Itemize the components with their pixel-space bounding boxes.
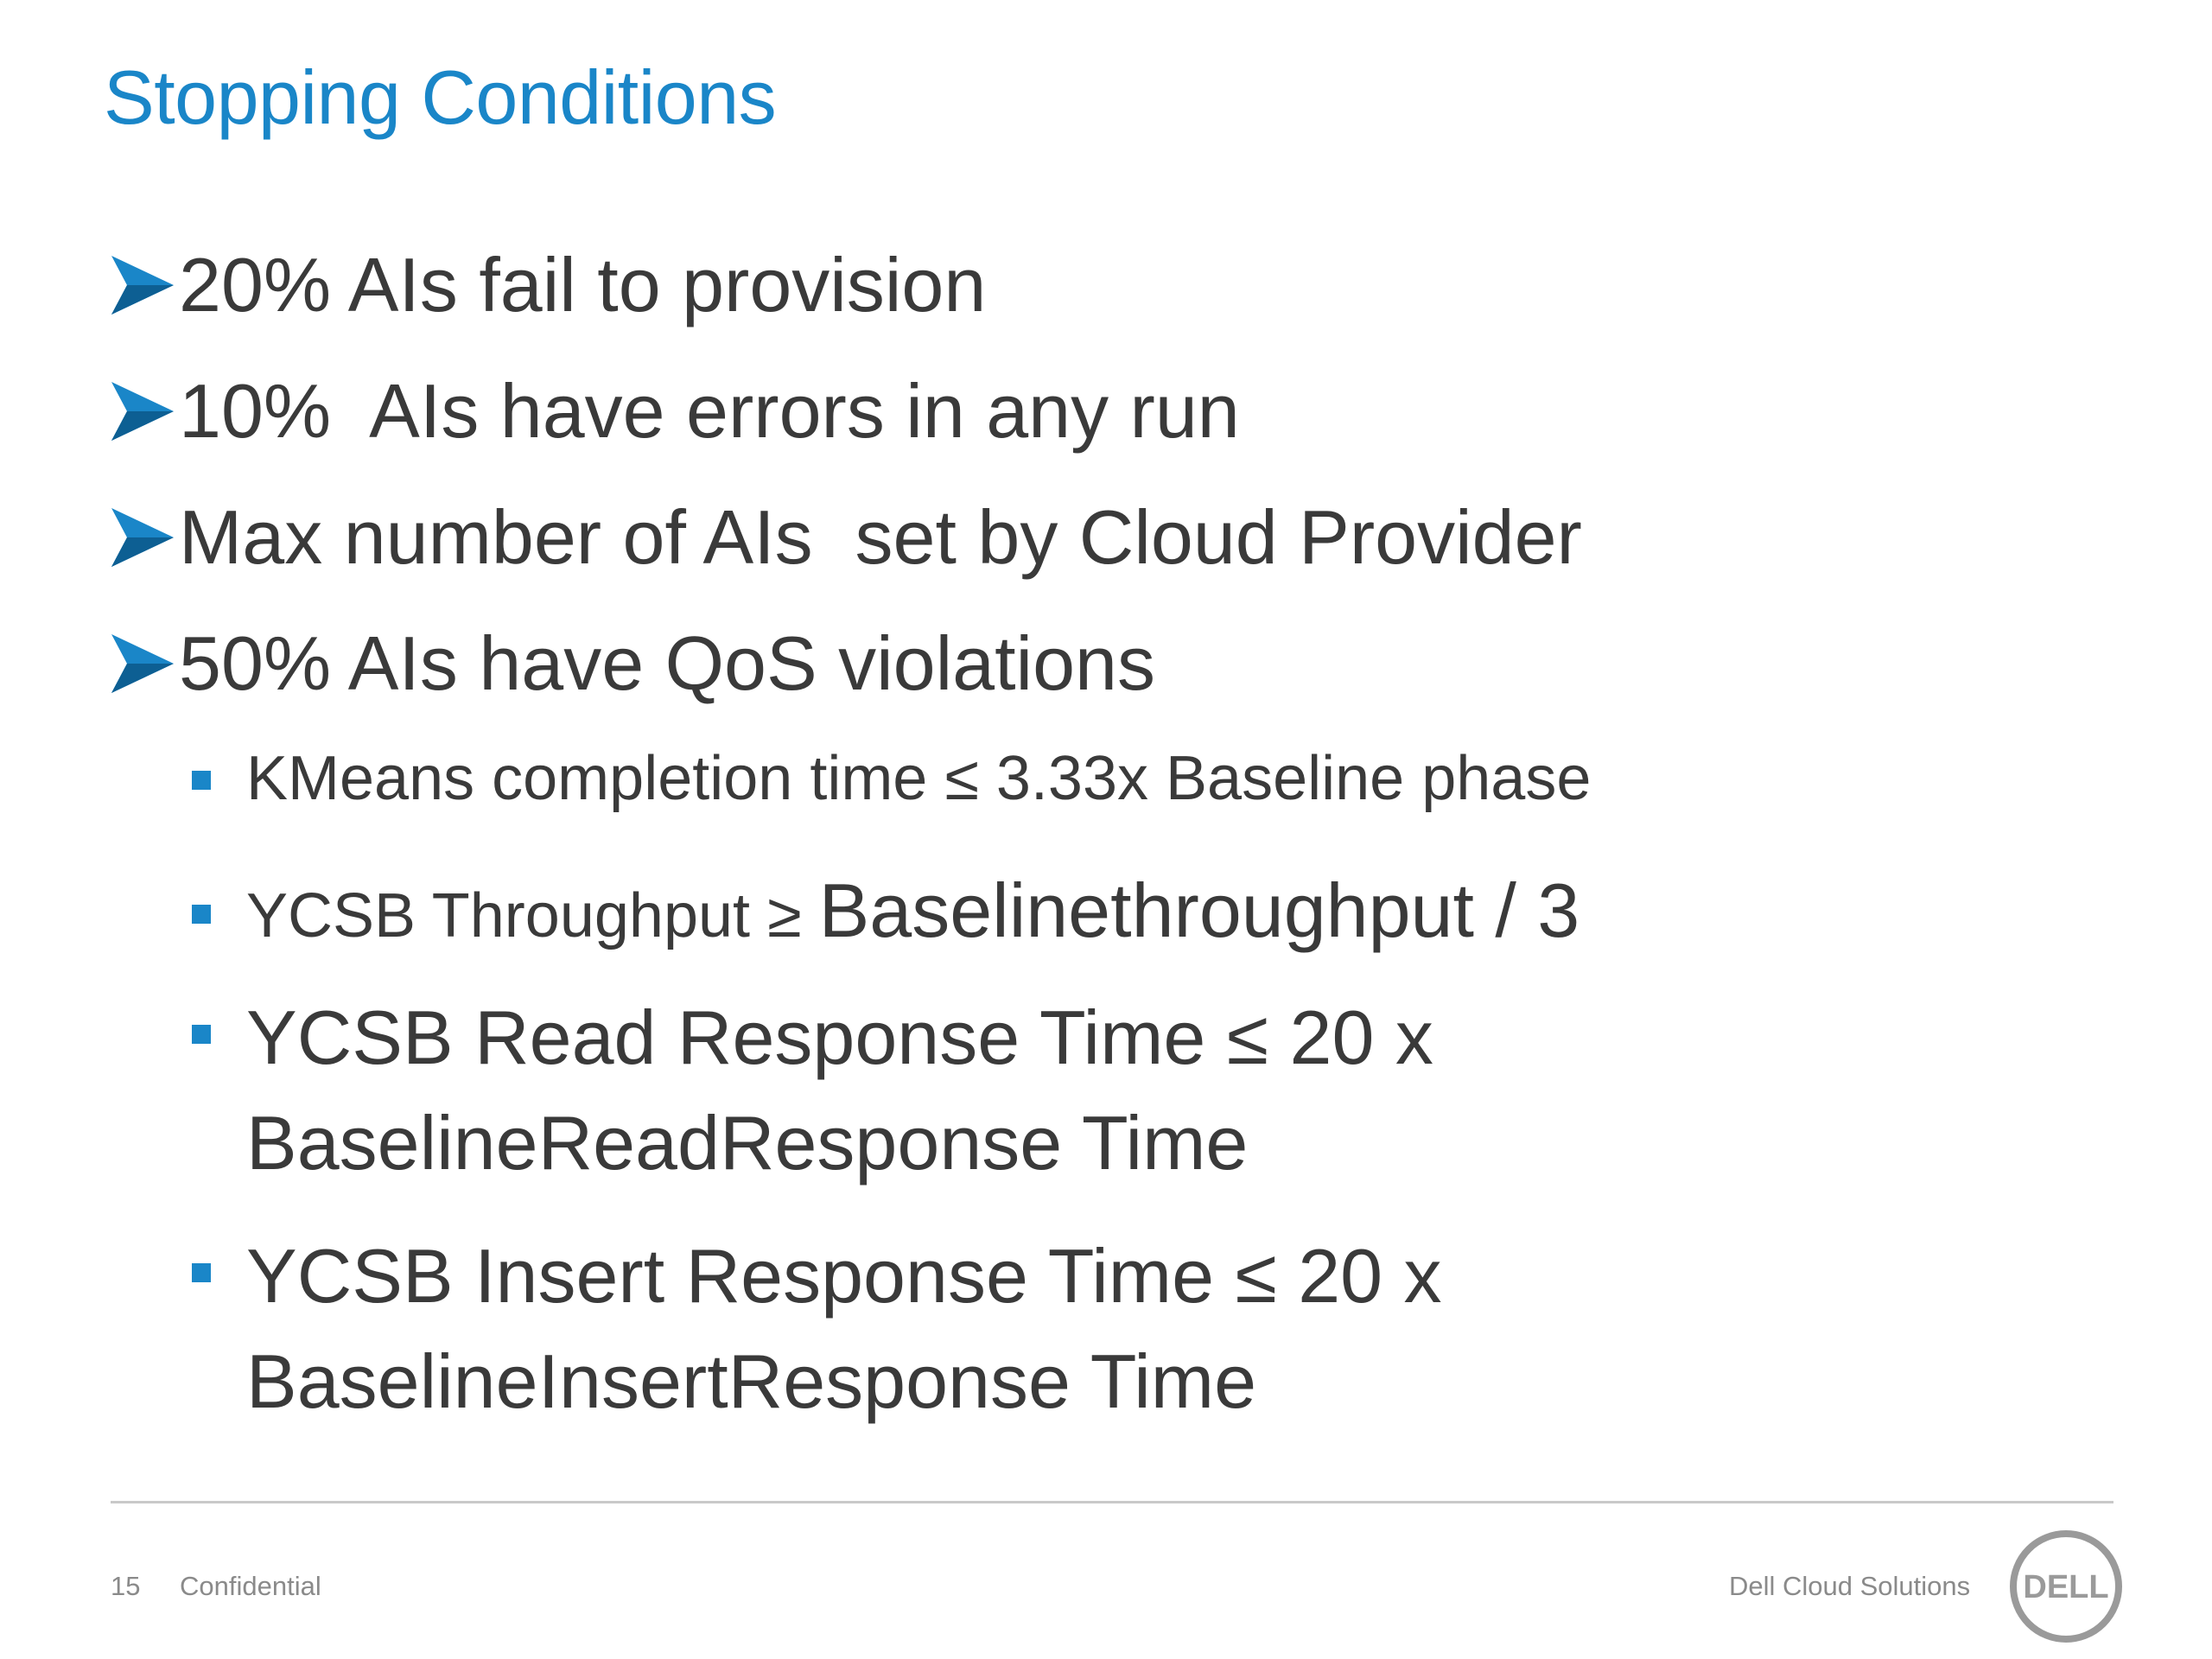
square-bullet-icon [192, 1025, 211, 1044]
sub-bullet-text: YCSB Insert Response Time ≤ 20 x [246, 1233, 1442, 1319]
arrow-bullet-icon [108, 377, 177, 446]
bullet-item [108, 238, 986, 333]
square-bullet-icon [192, 771, 211, 790]
bullet-text: Max number of AIs set by Cloud Provider [179, 494, 1582, 580]
sub-bullet-text: KMeans completion time ≤ 3.33x Baseline phase [246, 744, 1592, 813]
bullet-text: 50% AIs have QoS violations [179, 620, 1155, 706]
bullet-item [108, 616, 1155, 711]
square-bullet-icon [192, 905, 211, 924]
sub-bullet-text-continued: BaselineReadResponse Time [246, 1100, 1249, 1185]
footer-divider [111, 1501, 2113, 1503]
bullet-item [108, 490, 1582, 585]
arrow-bullet-icon [108, 251, 177, 320]
bullet-text: 20% AIs fail to provision [179, 242, 987, 327]
page-number: 15 [111, 1571, 141, 1601]
slide-title: Stopping Conditions [104, 54, 777, 140]
logo-text: DELL [2023, 1569, 2109, 1605]
bullet-item [108, 364, 1240, 459]
sub-bullet-text-suffix: Baselinethroughput / 3 [818, 868, 1580, 953]
confidentiality-label: Confidential [180, 1571, 321, 1601]
sub-bullet-text: YCSB Read Response Time ≤ 20 x [246, 995, 1433, 1080]
sub-bullet-text-continued: BaselineInsertResponse Time [246, 1338, 1257, 1424]
dell-logo-icon [2008, 1529, 2124, 1644]
square-bullet-icon [192, 1263, 211, 1282]
bullet-text: 10% AIs have errors in any run [179, 368, 1240, 454]
company-label: Dell Cloud Solutions [1729, 1571, 1971, 1601]
arrow-bullet-icon [108, 629, 177, 698]
sub-bullet-text-prefix: YCSB Throughput ≥ [246, 881, 819, 950]
arrow-bullet-icon [108, 503, 177, 572]
